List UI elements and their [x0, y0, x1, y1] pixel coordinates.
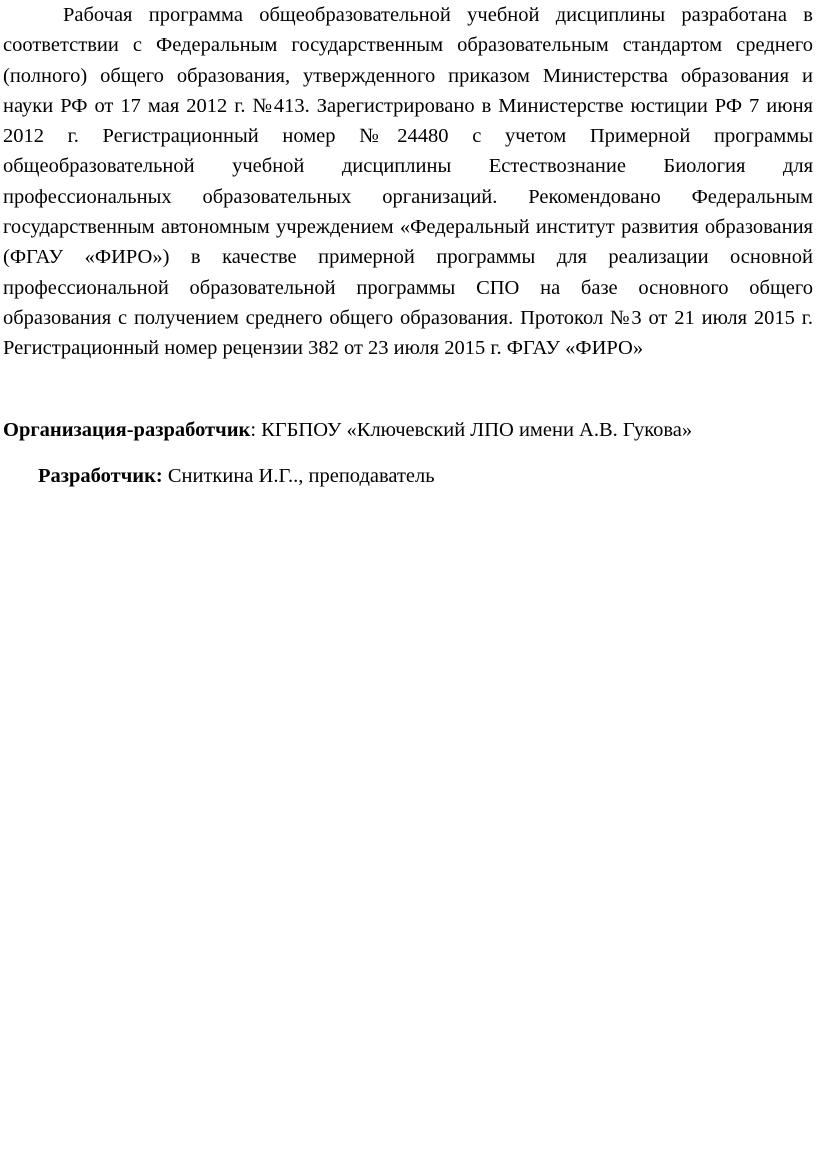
- organization-label: Организация-разработчик: [3, 419, 251, 441]
- developer-value: Сниткина И.Г.., преподаватель: [162, 465, 435, 487]
- program-description-paragraph: Рабочая программа общеобразовательной учебной дисциплины разработана в соответствии с Федеральным государственным образовательным стандартом среднего (полного) общего образования, утвержденного приказом Министерства образования и науки РФ от 17 мая 2012 г. №413. Зарегистрировано в Министерстве юстиции РФ 7 июня 2012 г. Регистрационный номер №24480 с учетом Примерной программы общеобразовательной учебной дисциплины Естествознание Биология для профессиональных образовательных организаций. Рекомендовано Федеральным государственным автономным учреждением «Федеральный институт развития образования (ФГАУ «ФИРО») в качестве примерной программы для реализации основной профессиональной образовательной программы СПО на базе основного общего образования с получением среднего общего образования. Протокол №3 от 21 июля 2015 г. Регистрационный номер рецензии 382 от 23 июля 2015 г. ФГАУ «ФИРО»: [3, 4, 813, 360]
- developer-line: [38, 461, 808, 491]
- developer-label: Разработчик:: [38, 465, 163, 487]
- organization-value: : КГБПОУ «Ключевский ЛПО имени А.В. Гукова»: [250, 419, 693, 441]
- organization-line: [3, 415, 813, 445]
